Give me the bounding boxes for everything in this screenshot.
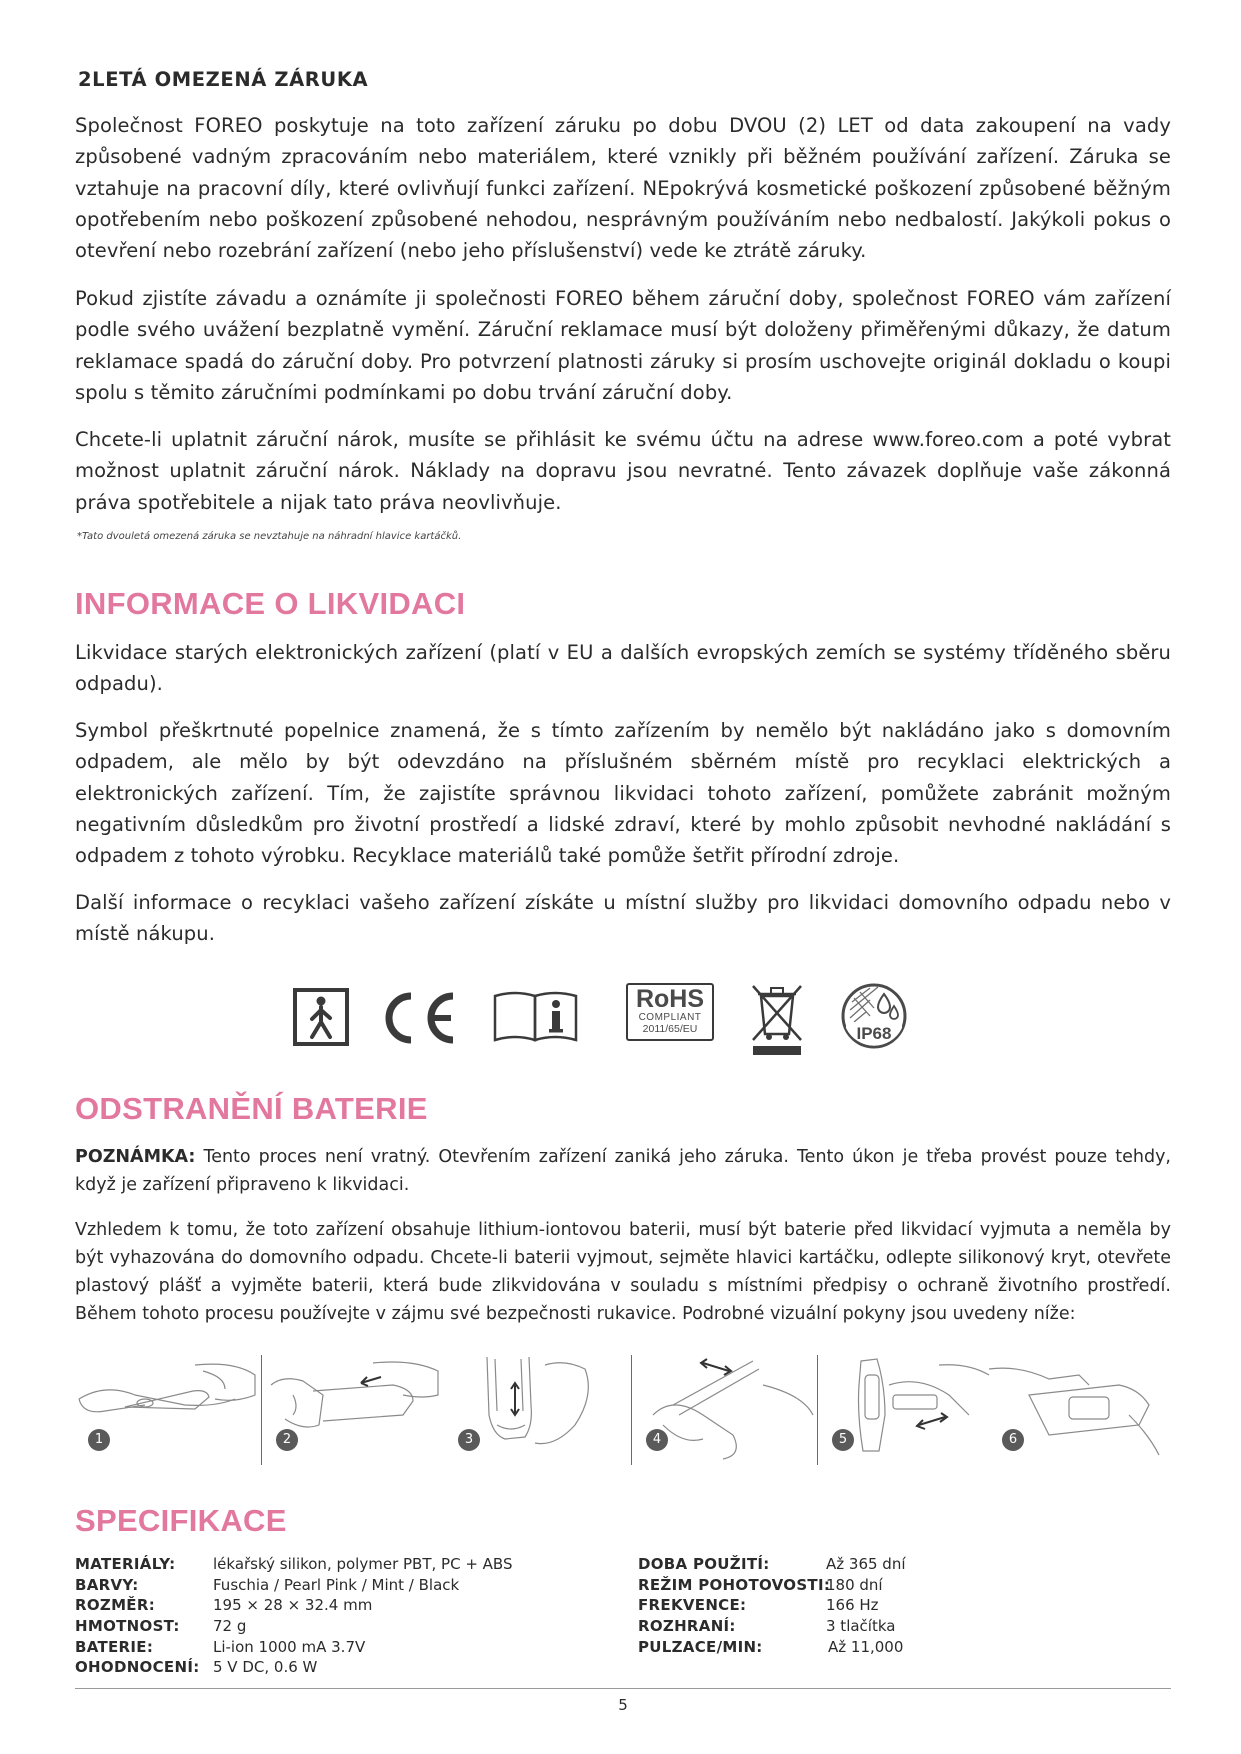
battery-note [75,1143,1171,1199]
battery-note-text: Tento proces není vratný. Otevřením zařízení zaniká jeho záruka. Tento úkon je třeba provést pouze tehdy, když je zařízení připraveno k likvidaci. [75,1147,1171,1195]
specs-left-column [75,1555,635,1679]
ip68-label: IP68 [856,1024,892,1043]
page-number: 5 [618,1696,628,1714]
spec-row [75,1596,635,1617]
rohs-directive-code: 2011/65/EU [642,1023,698,1035]
step-number: 2 [276,1429,298,1451]
spec-value: 72 g [213,1617,247,1636]
disposal-paragraph-2: Symbol přeškrtnuté popelnice znamená, že s tímto zařízením by nemělo být nakládáno jako s domovním odpadem, ale mělo by být odevzdáno na příslušném sběrném místě pro recyklaci elektrických a elektronických zařízení. Tím, že zajistíte správnou likvidaci tohoto zařízení, pomůžete zabránit možným negativním důsledkům pro životní prostředí a lidské zdraví, které by mohlo způsobit nevhodné nakládání s odpadem z tohoto výrobku. Recyklace materiálů také pomůže šetřit přírodní zdroje. [75,719,1171,868]
step-4-illustration [633,1355,815,1465]
spec-label: BARVY: [75,1575,139,1594]
spec-label: BATERIE: [75,1637,154,1656]
spec-value: lékařský silikon, polymer PBT, PC + ABS [213,1555,513,1573]
spec-label: DOBA POUŽITÍ: [638,1555,770,1573]
spec-row [638,1638,1171,1659]
spec-row [638,1617,1171,1638]
rohs-compliant-badge [626,983,714,1041]
step-divider [261,1355,262,1465]
spec-value: 3 tlačítka [826,1617,896,1636]
step-number: 4 [646,1429,668,1451]
spec-row [638,1555,1171,1576]
spec-value: 5 V DC, 0.6 W [213,1658,318,1677]
step-6-illustration [989,1355,1171,1465]
spec-value: 195 × 28 × 32.4 mm [213,1596,373,1615]
specs-heading: SPECIFIKACE [75,1503,287,1538]
step-divider [817,1355,818,1465]
step-number: 1 [88,1429,110,1451]
ip68-water-resistance-icon [840,982,908,1050]
spec-label: ROZMĚR: [75,1596,156,1615]
spec-label: ROZHRANÍ: [638,1617,736,1636]
step-2-illustration [263,1355,445,1465]
spec-value: 180 dní [826,1575,883,1594]
disposal-heading: INFORMACE O LIKVIDACI [75,586,466,621]
spec-label: HMOTNOST: [75,1617,180,1636]
spec-value: Až 11,000 [828,1637,904,1656]
spec-row [638,1596,1171,1617]
disposal-paragraph-1: Likvidace starých elektronických zařízení (platí v EU a dalších evropských zemích se systémy tříděného sběru odpadu). [75,641,1171,696]
spec-row [75,1658,635,1679]
type-bf-applied-part-icon [293,988,349,1046]
spec-row [75,1555,635,1576]
spec-row [75,1638,635,1659]
rohs-compliant-text: COMPLIANT [638,1012,702,1023]
disposal-paragraph-3: Další informace o recyklaci vašeho zařízení získáte u místní služby pro likvidaci domovního odpadu nebo v místě nákupu. [75,891,1171,946]
step-number: 3 [458,1429,480,1451]
spec-row [75,1576,635,1597]
step-1-illustration [75,1355,257,1465]
spec-row [75,1617,635,1638]
warranty-footnote: *Tato dvouletá omezená záruka se nevztahuje na náhradní hlavice kartáčků. [77,531,462,542]
warranty-paragraph-1: Společnost FOREO poskytuje na toto zařízení záruku po dobu DVOU (2) LET od data zakoupení na vady způsobené vadným zpracováním nebo materiálem, které vznikly při běžném používání zařízení. Záruka se vztahuje na pracovní díly, které ovlivňují funkci zařízení. NEpokrývá kosmetické poškození způsobené běžným opotřebením nebo poškození způsobené nehodou, nesprávným používáním nebo nedbalostí. Jakýkoli pokus o otevření nebo rozebrání zařízení (nebo jeho příslušenství) vede ke ztrátě záruky. [75,114,1171,263]
battery-heading: ODSTRANĚNÍ BATERIE [75,1091,428,1126]
spec-row [638,1576,1171,1597]
certification-icons [75,982,1171,1062]
battery-note-label: POZNÁMKA: [75,1147,196,1167]
step-number: 6 [1002,1429,1024,1451]
crossed-out-bin-icon [749,982,805,1056]
warranty-paragraph-2: Pokud zjistíte závadu a oznámíte ji společnosti FOREO během záruční doby, společnost FOREO vám zařízení podle svého uvážení bezplatně vymění. Záruční reklamace musí být doloženy přiměřenými důkazy, že datum reklamace spadá do záruční doby. Pro potvrzení platnosti záruky si prosím uschovejte originál dokladu o koupi spolu s těmito záručními podmínkami po dobu trvání záruční doby. [75,287,1171,404]
spec-value: Až 365 dní [826,1555,906,1573]
spec-label: MATERIÁLY: [75,1555,176,1573]
spec-label: FREKVENCE: [638,1596,747,1615]
battery-paragraph-2: Vzhledem k tomu, že toto zařízení obsahuje lithium-iontovou baterii, musí být baterie před likvidací vyjmuta a neměla by být vyhazována do domovního odpadu. Chcete-li baterii vyjmout, sejměte hlavici kartáčku, odlepte silikonový kryt, otevřete plastový plášť a vyjměte baterii, která bude zlikvidována v souladu s místními předpisy o ochraně životního prostředí. Během tohoto procesu používejte v zájmu své bezpečnosti rukavice. Podrobné vizuální pokyny jsou uvedeny níže: [75,1220,1171,1324]
step-divider [631,1355,632,1465]
spec-value: Fuschia / Pearl Pink / Mint / Black [213,1575,460,1594]
spec-value: 166 Hz [826,1596,879,1615]
spec-label: PULZACE/MIN: [638,1637,763,1656]
step-5-illustration [819,1355,1001,1465]
consult-instructions-icon [492,988,580,1044]
step-number: 5 [832,1429,854,1451]
warranty-paragraph-3: Chcete-li uplatnit záruční nárok, musíte se přihlásit ke svému účtu na adrese www.foreo.com a poté vybrat možnost uplatnit záruční nárok. Náklady na dopravu jsou nevratné. Tento závazek doplňuje vaše zákonná práva spotřebitele a nijak tato práva neovlivňuje. [75,428,1171,514]
footer-divider [75,1688,1171,1689]
specs-right-column [638,1555,1171,1658]
warranty-heading: 2LETÁ OMEZENÁ ZÁRUKA [78,68,369,91]
ce-mark-icon [375,990,457,1046]
battery-removal-steps [75,1355,1171,1465]
rohs-title: RoHS [635,985,705,1013]
spec-label: REŽIM POHOTOVOSTI: [638,1575,831,1594]
step-3-illustration [445,1355,627,1465]
spec-value: Li-ion 1000 mA 3.7V [213,1637,366,1656]
spec-label: OHODNOCENÍ: [75,1658,200,1677]
